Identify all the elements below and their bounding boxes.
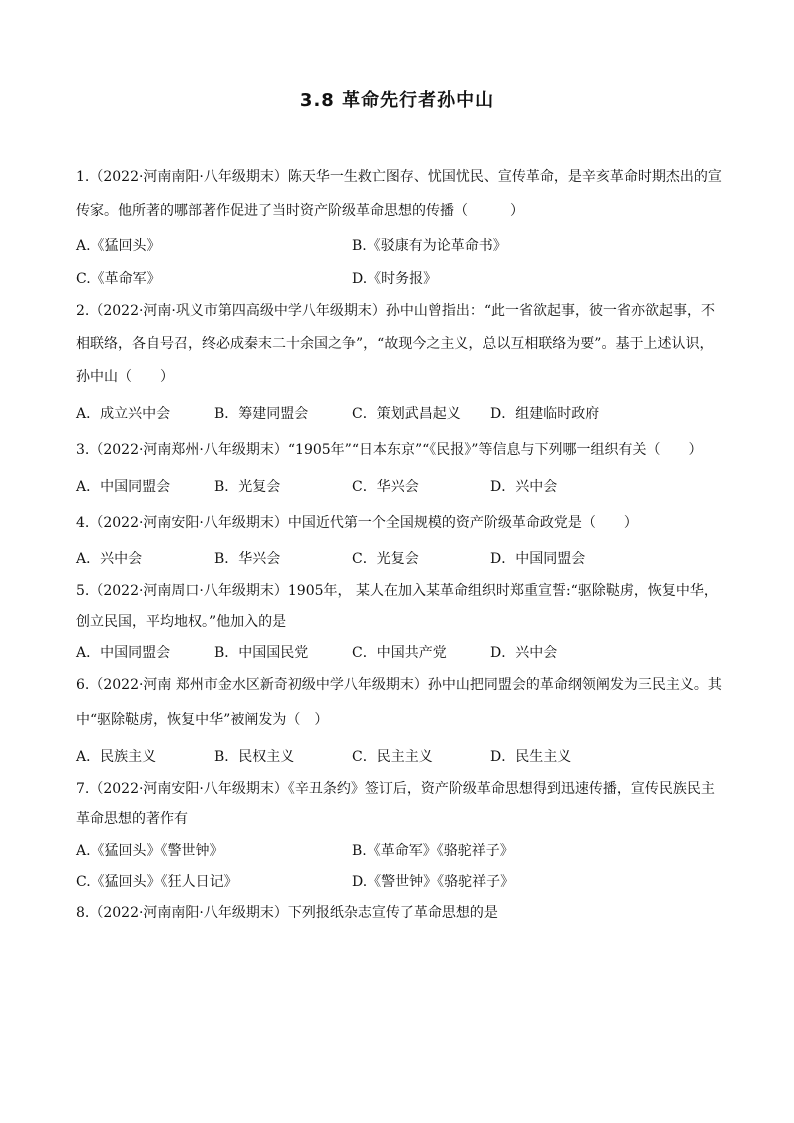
option-a[interactable]: A．兴中会	[76, 551, 143, 567]
option-d[interactable]: D．民生主义	[490, 749, 572, 765]
option-b[interactable]: B．筹建同盟会	[214, 406, 309, 422]
page-title: 3.8 革命先行者孙中山	[299, 90, 495, 111]
question-text-line: 革命思想的著作有	[76, 811, 188, 827]
option-c[interactable]: C.《猛回头》《狂人日记》	[76, 874, 238, 890]
question-text-line: 4.（2022·河南安阳·八年级期末）中国近代第一个全国规模的资产阶级革命政党是（ ）	[76, 515, 638, 531]
option-d[interactable]: D．中国同盟会	[490, 551, 586, 567]
option-c[interactable]: C．光复会	[352, 551, 419, 567]
option-c[interactable]: C．策划武昌起义	[352, 406, 461, 422]
option-c[interactable]: C.《革命军》	[76, 271, 161, 287]
option-c[interactable]: C．华兴会	[352, 479, 419, 495]
option-d[interactable]: D．组建临时政府	[490, 406, 600, 422]
option-b[interactable]: B．民权主义	[214, 749, 295, 765]
question-text-line: 1.（2022·河南南阳·八年级期末）陈天华一生救亡图存、忧国忧民、宣传革命，是辛亥革命时期杰出的宣	[76, 169, 722, 185]
option-a[interactable]: A．中国同盟会	[76, 645, 171, 661]
option-b[interactable]: B．华兴会	[214, 551, 281, 567]
question-text-line: 创立民国，平均地权。”他加入的是	[76, 614, 287, 630]
question-text-line: 传家。他所著的哪部著作促进了当时资产阶级革命思想的传播（ ）	[76, 203, 524, 219]
option-d[interactable]: D．兴中会	[490, 479, 558, 495]
question-text-line: 3.（2022·河南郑州·八年级期末）“1905年”“日本东京”“《民报》”等信息与下列哪一组织有关（ ）	[76, 442, 703, 458]
option-c[interactable]: C．民主主义	[352, 749, 433, 765]
question-text-line: 中“驱除鞑虏，恢复中华”被阐发为（ ）	[76, 712, 329, 728]
option-c[interactable]: C．中国共产党	[352, 645, 447, 661]
option-d[interactable]: D．兴中会	[490, 645, 558, 661]
option-a[interactable]: A．民族主义	[76, 749, 157, 765]
question-text-line: 2.（2022·河南·巩义市第四高级中学八年级期末）孙中山曾指出：“此一省欲起事，彼一省亦欲起事，不	[76, 303, 716, 319]
option-b[interactable]: B．光复会	[214, 479, 281, 495]
option-b[interactable]: B.《革命军》《骆驼祥子》	[352, 843, 514, 859]
question-text-line: 6.（2022·河南 郑州市金水区新奇初级中学八年级期末）孙中山把同盟会的革命纲领阐发为三民主义。其	[76, 677, 722, 693]
question-text-line: 孙中山（ ）	[76, 369, 174, 385]
option-a[interactable]: A．成立兴中会	[76, 406, 171, 422]
option-d[interactable]: D.《警世钟》《骆驼祥子》	[352, 874, 515, 890]
option-d[interactable]: D.《时务报》	[352, 271, 438, 287]
question-text-line: 7.（2022·河南安阳·八年级期末）《辛丑条约》签订后，资产阶级革命思想得到迅速传播，宣传民族民主	[76, 781, 715, 797]
option-a[interactable]: A.《猛回头》	[76, 238, 161, 254]
question-text-line: 5.（2022·河南周口·八年级期末）1905年， 某人在加入某革命组织时郑重宣誓:“驱除鞑虏，恢复中华，	[76, 583, 718, 599]
question-text-line: 8.（2022·河南南阳·八年级期末）下列报纸杂志宣传了革命思想的是	[76, 905, 498, 921]
question-text-line: 相联络，各自号召，终必成秦末二十余国之争”，“故现今之主义，总以互相联络为要”。基于上述认识，	[76, 336, 714, 352]
option-a[interactable]: A．中国同盟会	[76, 479, 171, 495]
option-b[interactable]: B．中国国民党	[214, 645, 309, 661]
option-b[interactable]: B.《驳康有为论革命书》	[352, 238, 507, 254]
option-a[interactable]: A.《猛回头》《警世钟》	[76, 843, 224, 859]
